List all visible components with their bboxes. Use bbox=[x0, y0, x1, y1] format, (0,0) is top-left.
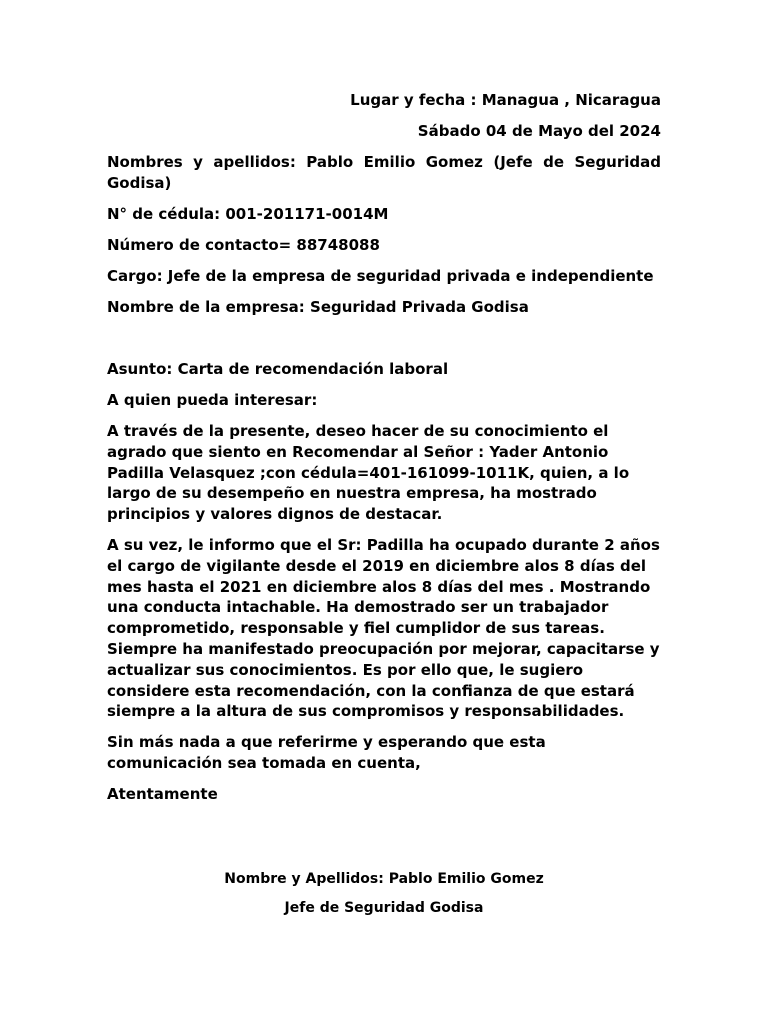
sender-id-line: N° de cédula: 001-201171-0014M bbox=[107, 205, 389, 223]
signature-name: Nombre y Apellidos: Pablo Emilio Gomez bbox=[224, 871, 544, 887]
body-paragraph-1: A través de la presente, deseo hacer de su conocimiento el agrado que siento en Recomendar al Señor : Yader Antonio Padilla Velasquez ;con cédula=401-161099-1011K, quien, a lo largo de su desempeño en nuestra empresa, ha mostrado principios y valores dignos de destacar. bbox=[107, 422, 630, 524]
subject-line: Asunto: Carta de recomendación laboral bbox=[107, 360, 449, 378]
sign-off: Atentamente bbox=[107, 784, 218, 803]
greeting-line: A quien pueda interesar: bbox=[107, 391, 318, 409]
place-date-line: Lugar y fecha : Managua , Nicaragua bbox=[350, 91, 661, 109]
spacer bbox=[107, 328, 661, 359]
sender-position-line: Cargo: Jefe de la empresa de seguridad privada e independiente bbox=[107, 267, 654, 285]
body-paragraph-2: A su vez, le informo que el Sr: Padilla ha ocupado durante 2 años el cargo de vigilante desde el 2019 en diciembre alos 8 días del mes hasta el 2021 en diciembre alos 8 días del mes . Mostrando una conducta intachable. Ha demostrado ser un trabajador comprometido, responsable y fiel cumplidor de sus tareas. Siempre ha manifestado preocupación por mejorar, capacitarse y actualizar sus conocimientos. Es por ello que, le sugiero considere esta recomendación, con la confianza de que estará siempre a la altura de sus compromisos y responsabilidades. bbox=[107, 535, 660, 721]
date-line: Sábado 04 de Mayo del 2024 bbox=[417, 122, 661, 140]
signature-role: Jefe de Seguridad Godisa bbox=[284, 900, 484, 916]
sender-contact-line: Número de contacto= 88748088 bbox=[107, 236, 380, 254]
closing-paragraph: Sin más nada a que referirme y esperando que esta comunicación sea tomada en cuenta, bbox=[107, 733, 546, 772]
letter-document bbox=[107, 90, 661, 815]
sender-company-line: Nombre de la empresa: Seguridad Privada Godisa bbox=[107, 298, 529, 316]
sender-name-line: Nombres y apellidos: Pablo Emilio Gomez (Jefe de Seguridad Godisa) bbox=[107, 153, 661, 192]
